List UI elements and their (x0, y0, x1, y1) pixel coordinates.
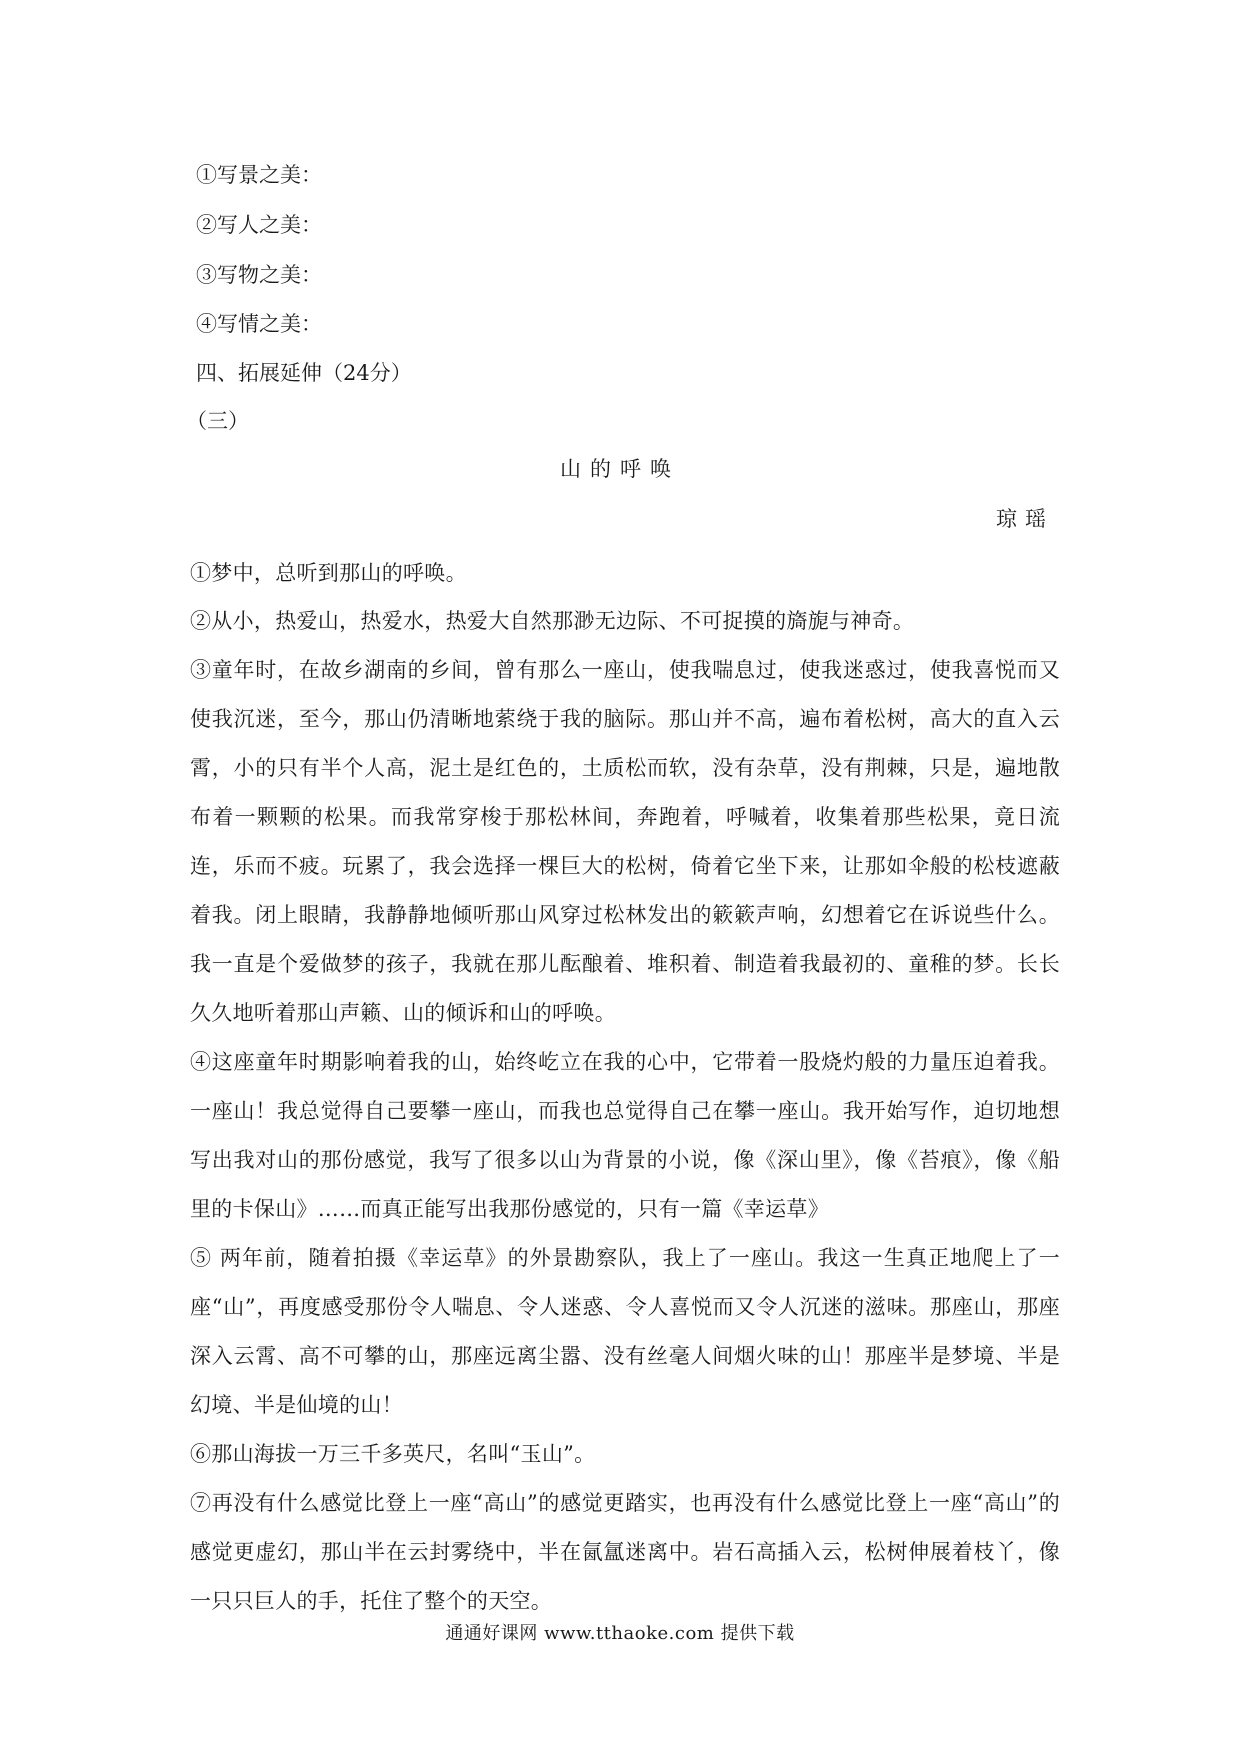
paragraph-5: ⑤ 两年前，随着拍摄《幸运草》的外景勘察队，我上了一座山。我这一生真正地爬上了一座“山”，再度感受那份令人喘息、令人迷惑、令人喜悦而又令人沉迷的滋味。那座山，那座深入云霄、高不可攀的山，那座远离尘嚣、没有丝毫人间烟火味的山！那座半是梦境、半是幻境、半是仙境的山！ (190, 1246, 1060, 1417)
paragraph-1: ①梦中，总听到那山的呼唤。 (190, 561, 467, 585)
section-heading: 四、拓展延伸（24分） (196, 361, 412, 385)
page-footer: 通通好课网 www.tthaoke.com 提供下载 (445, 1623, 795, 1644)
article-title: 山的呼唤 (560, 457, 680, 481)
paragraph-6: ⑥那山海拔一万三千多英尺，名叫“玉山”。 (190, 1442, 596, 1466)
paragraph-4: ④这座童年时期影响着我的山，始终屹立在我的心中，它带着一股烧灼般的力量压迫着我。一座山！我总觉得自己要攀一座山，而我也总觉得自己在攀一座山。我开始写作，迫切地想写出我对山的那份感觉，我写了很多以山为背景的小说，像《深山里》，像《苔痕》，像《船里的卡保山》……而真正能写出我那份感觉的，只有一篇《幸运草》 (190, 1050, 1060, 1221)
question-item-1: ①写景之美： (196, 163, 322, 187)
paragraph-7: ⑦再没有什么感觉比登上一座“高山”的感觉更踏实，也再没有什么感觉比登上一座“高山”的感觉更虚幻，那山半在云封雾绕中，半在氤氲迷离中。岩石高插入云，松树伸展着枝丫，像一只只巨人的手，托住了整个的天空。 (190, 1491, 1060, 1613)
article-author: 琼瑶 (996, 507, 1054, 531)
sub-section-label: （三） (186, 409, 249, 433)
question-item-3: ③写物之美： (196, 263, 322, 287)
question-item-2: ②写人之美： (196, 213, 322, 237)
question-item-4: ④写情之美： (196, 312, 322, 336)
paragraph-3: ③童年时，在故乡湖南的乡间，曾有那么一座山，使我喘息过，使我迷惑过，使我喜悦而又使我沉迷，至今，那山仍清晰地萦绕于我的脑际。那山并不高，遍布着松树，高大的直入云霄，小的只有半个人高，泥土是红色的，土质松而软，没有杂草，没有荆棘，只是，遍地散布着一颗颗的松果。而我常穿梭于那松林间，奔跑着，呼喊着，收集着那些松果，竟日流连，乐而不疲。玩累了，我会选择一棵巨大的松树，倚着它坐下来，让那如伞般的松枝遮蔽着我。闭上眼睛，我静静地倾听那山风穿过松林发出的簌簌声响，幻想着它在诉说些什么。我一直是个爱做梦的孩子，我就在那儿酝酿着、堆积着、制造着我最初的、童稚的梦。长长久久地听着那山声籁、山的倾诉和山的呼唤。 (190, 658, 1060, 1025)
paragraph-2: ②从小，热爱山，热爱水，热爱大自然那渺无边际、不可捉摸的旖旎与神奇。 (190, 609, 915, 633)
